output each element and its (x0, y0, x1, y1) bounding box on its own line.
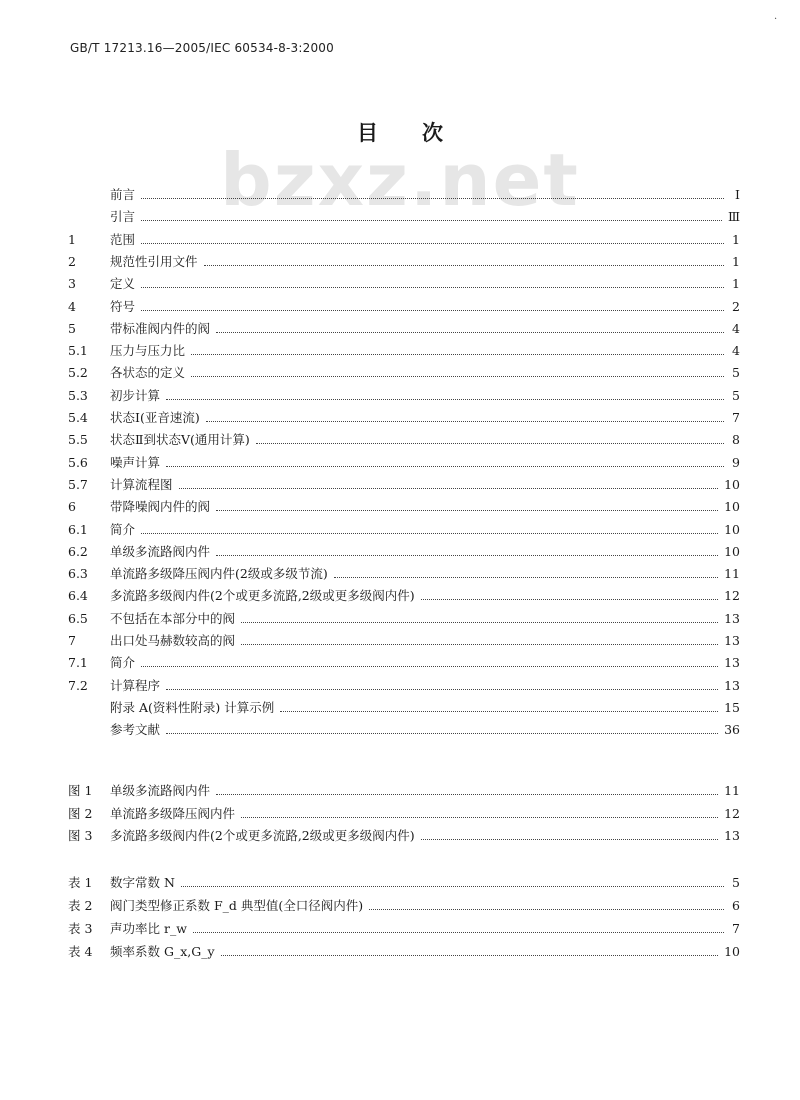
entry-page: 11 (724, 783, 740, 798)
entry-number: 7 (68, 633, 76, 648)
toc-entry (68, 186, 740, 204)
entry-page: 10 (724, 543, 740, 559)
dot-leader (141, 219, 722, 221)
entry-number: 4 (68, 298, 76, 314)
entry-label: 声功率比 r_w (110, 921, 187, 936)
toc-entry (68, 231, 740, 249)
entry-page: 13 (724, 677, 740, 693)
dot-leader (216, 331, 724, 333)
dot-leader (181, 885, 724, 887)
entry-number: 1 (68, 231, 76, 247)
entry-page: 13 (724, 655, 740, 671)
standard-code-header: GB/T 17213.16—2005/IEC 60534-8-3:2000 (70, 41, 334, 55)
toc-entry (68, 721, 740, 739)
entry-label: 各状态的定义 (110, 365, 186, 381)
entry-page: 36 (724, 722, 740, 738)
toc-entry (68, 342, 740, 360)
entry-number: 5.3 (68, 387, 88, 403)
entry-number: 5.1 (68, 343, 88, 359)
entry-page: 6 (732, 898, 740, 913)
entry-label: 定义 (110, 276, 136, 292)
dot-leader (256, 442, 724, 444)
toc-entry (68, 587, 740, 605)
dot-leader (141, 532, 718, 534)
entry-page: 1 (732, 253, 740, 269)
entry-label: 单级多流路阀内件 (110, 543, 211, 559)
entry-number: 5.4 (68, 410, 88, 425)
entry-page: Ⅲ (727, 209, 740, 225)
entry-label: 带标准阀内件的阀 (110, 320, 211, 336)
corner-mark: · (774, 14, 778, 25)
toc-entry (68, 275, 740, 293)
toc-entry (68, 521, 740, 539)
toc-entry (68, 409, 740, 427)
dot-leader (166, 688, 718, 690)
toc-entry (68, 298, 740, 316)
table-entry (68, 874, 740, 892)
entry-number: 5.7 (68, 476, 88, 492)
entry-number: 7.2 (68, 677, 88, 693)
watermark: bzxz.net (220, 138, 580, 222)
entry-number: 5.5 (68, 432, 88, 448)
entry-page: I (735, 187, 740, 202)
toc-entry (68, 498, 740, 516)
entry-page: 15 (724, 699, 740, 715)
dot-leader (179, 487, 719, 489)
entry-label: 频率系数 G_x,G_y (110, 944, 215, 959)
entry-label: 范围 (110, 231, 136, 247)
entry-label: 状态Ⅱ到状态Ⅴ(通用计算) (110, 432, 250, 448)
toc-entry (68, 454, 740, 472)
toc-entry (68, 565, 740, 583)
entry-page: 1 (732, 276, 740, 292)
entry-page: 10 (724, 944, 740, 959)
entry-label: 计算流程图 (110, 476, 173, 492)
entry-page: 8 (732, 432, 740, 448)
entry-page: 9 (732, 454, 740, 470)
dot-leader (193, 931, 724, 933)
entry-page: 1 (732, 231, 740, 247)
entry-page: 12 (724, 588, 740, 604)
dot-leader (191, 353, 724, 355)
page-title (0, 117, 800, 147)
dot-leader (216, 793, 718, 795)
entry-label: 带降噪阀内件的阀 (110, 499, 211, 515)
title-char-1: 目 (357, 121, 378, 145)
dot-leader (141, 286, 724, 288)
entry-number: 6.3 (68, 566, 88, 582)
entry-label: 参考文献 (110, 722, 161, 738)
entry-page: 7 (732, 921, 740, 936)
entry-number: 6.1 (68, 521, 88, 537)
dot-leader (141, 197, 724, 199)
entry-number: 7.1 (68, 655, 88, 671)
entry-page: 10 (724, 521, 740, 537)
table-entry (68, 943, 740, 961)
figure-entry (68, 827, 740, 845)
entry-page: 13 (724, 633, 740, 648)
toc-entry (68, 253, 740, 271)
entry-number: 5.2 (68, 365, 88, 381)
dot-leader (166, 732, 718, 734)
figure-entry (68, 805, 740, 823)
dot-leader (221, 954, 719, 956)
entry-label: 符号 (110, 298, 136, 314)
entry-number: 图 2 (68, 805, 93, 821)
dot-leader (334, 576, 718, 578)
entry-number: 图 1 (68, 783, 93, 798)
dot-leader (166, 398, 724, 400)
entry-label: 规范性引用文件 (110, 253, 198, 269)
entry-page: 4 (732, 343, 740, 359)
entry-label: 简介 (110, 655, 136, 671)
dot-leader (141, 242, 724, 244)
dot-leader (421, 838, 718, 840)
dot-leader (216, 554, 718, 556)
entry-page: 4 (732, 320, 740, 336)
entry-number: 表 3 (68, 921, 93, 936)
title-char-2: 次 (422, 121, 443, 145)
toc-entry (68, 476, 740, 494)
toc-entry (68, 320, 740, 338)
toc-entry (68, 654, 740, 672)
entry-number: 6 (68, 499, 76, 515)
toc-entry (68, 431, 740, 449)
dot-leader (141, 309, 724, 311)
entry-number: 表 2 (68, 898, 93, 913)
dot-leader (241, 621, 718, 623)
toc-entry (68, 677, 740, 695)
dot-leader (241, 643, 718, 645)
entry-page: 13 (724, 828, 740, 843)
toc-entry (68, 543, 740, 561)
entry-label: 简介 (110, 521, 136, 537)
toc-entry (68, 364, 740, 382)
entry-page: 5 (732, 875, 740, 890)
toc-entry (68, 610, 740, 628)
entry-label: 出口处马赫数较高的阀 (110, 633, 236, 648)
entry-label: 单级多流路阀内件 (110, 783, 211, 798)
dot-leader (369, 908, 724, 910)
dot-leader (206, 420, 724, 422)
dot-leader (191, 375, 724, 377)
toc-entry (68, 208, 740, 226)
entry-number: 表 1 (68, 875, 93, 890)
entry-label: 单流路多级降压阀内件 (110, 805, 236, 821)
dot-leader (280, 710, 718, 712)
entry-label: 附录 A(资料性附录) 计算示例 (110, 699, 275, 715)
entry-page: 7 (732, 410, 740, 425)
toc-entry (68, 632, 740, 650)
entry-number: 表 4 (68, 944, 93, 959)
table-entry (68, 920, 740, 938)
toc-entry (68, 387, 740, 405)
entry-number: 2 (68, 253, 76, 269)
entry-label: 噪声计算 (110, 454, 161, 470)
entry-page: 5 (732, 387, 740, 403)
entry-number: 5 (68, 320, 76, 336)
figure-entry (68, 782, 740, 800)
entry-number: 3 (68, 276, 76, 292)
entry-page: 10 (724, 499, 740, 515)
entry-label: 压力与压力比 (110, 343, 186, 359)
entry-label: 计算程序 (110, 677, 161, 693)
entry-page: 12 (724, 805, 740, 821)
entry-page: 5 (732, 365, 740, 381)
entry-label: 前言 (110, 187, 136, 202)
entry-label: 引言 (110, 209, 136, 225)
entry-label: 多流路多级阀内件(2个或更多流路,2级或更多级阀内件) (110, 828, 415, 843)
entry-label: 单流路多级降压阀内件(2级或多级节流) (110, 566, 328, 582)
toc-entry (68, 699, 740, 717)
entry-number: 6.4 (68, 588, 88, 604)
entry-label: 初步计算 (110, 387, 161, 403)
entry-number: 6.2 (68, 543, 88, 559)
dot-leader (166, 465, 724, 467)
entry-number: 5.6 (68, 454, 88, 470)
entry-label: 多流路多级阀内件(2个或更多流路,2级或更多级阀内件) (110, 588, 415, 604)
entry-page: 13 (724, 610, 740, 626)
dot-leader (241, 816, 718, 818)
entry-page: 11 (724, 566, 740, 582)
entry-label: 不包括在本部分中的阀 (110, 610, 236, 626)
entry-page: 2 (732, 298, 740, 314)
entry-number: 6.5 (68, 610, 88, 626)
entry-page: 10 (724, 476, 740, 492)
entry-number: 图 3 (68, 828, 93, 843)
entry-label: 数字常数 N (110, 875, 175, 890)
dot-leader (141, 665, 718, 667)
entry-label: 阀门类型修正系数 F_d 典型值(全口径阀内件) (110, 898, 364, 913)
dot-leader (421, 598, 718, 600)
dot-leader (216, 509, 718, 511)
table-entry (68, 897, 740, 915)
entry-label: 状态Ⅰ(亚音速流) (110, 410, 200, 425)
dot-leader (204, 264, 724, 266)
